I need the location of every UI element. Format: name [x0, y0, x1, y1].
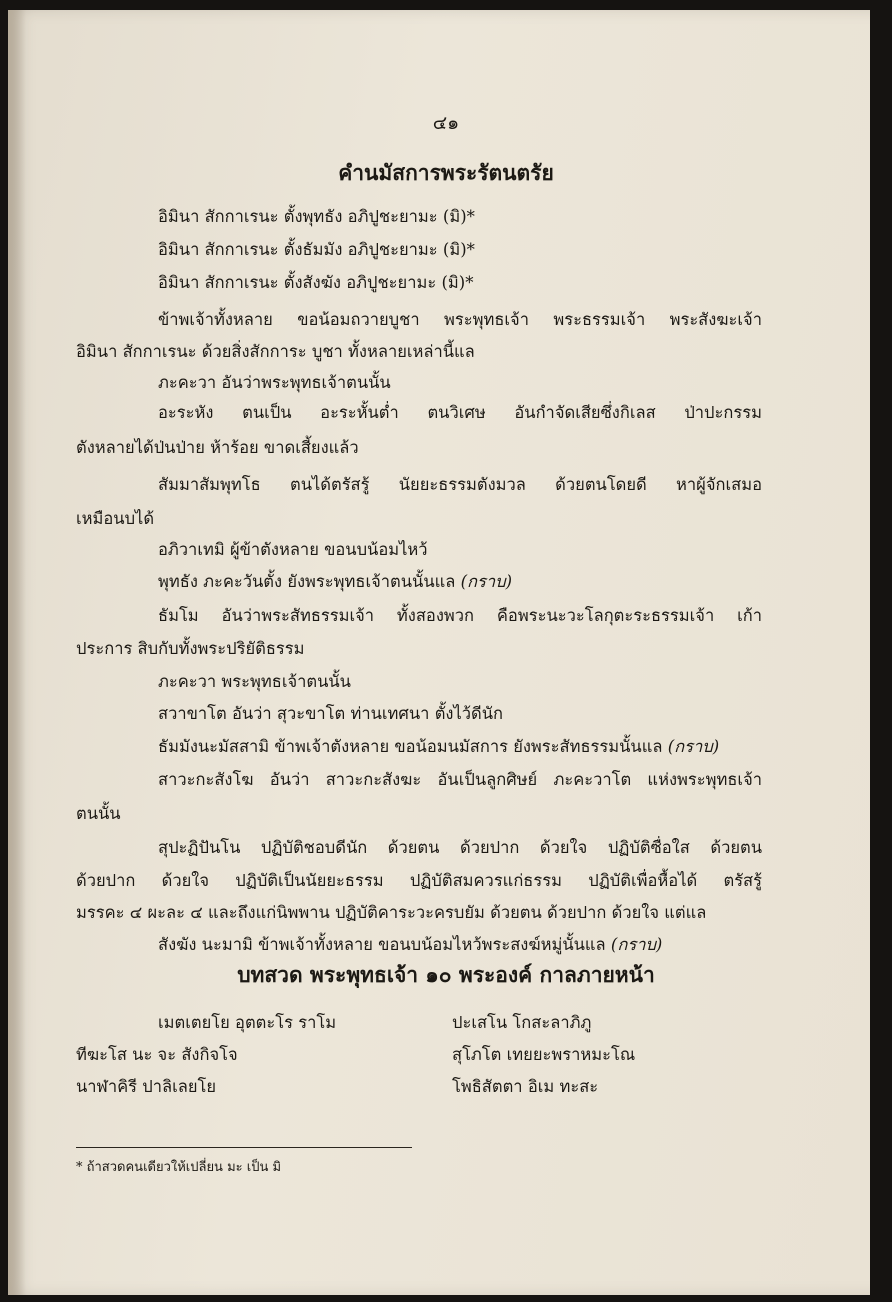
page-spine-shadow: [8, 10, 26, 1295]
heading-triple-gem-homage: คำนมัสการพระรัตนตรัย: [338, 160, 554, 185]
paragraph-5: อภิวาเทมิ ผู้ข้าตังหลาย ขอนบน้อมไหว้: [158, 540, 428, 559]
future-buddha-names-left-3: นาฬาคิรี ปาลิเลยโย: [76, 1077, 217, 1096]
paragraph-13: [158, 937, 662, 954]
future-buddha-names-left-1: เมตเตยโย อุตตะโร ราโม: [158, 1013, 337, 1032]
paragraph-2: ภะคะวา อันว่าพระพุทธเจ้าตนนั้น: [158, 373, 391, 392]
paragraph-12-line-3: มรรคะ ๔ ผะละ ๔ และถึงแก่นิพพาน ปฏิบัติคาระวะครบยัม ด้วยตน ด้วยปาก ด้วยใจ แต่แล: [76, 903, 707, 922]
future-buddha-names-right-1: ปะเสโน โกสะลาภิภู: [452, 1013, 592, 1032]
paragraph-6-bow-note: (กราบ): [460, 572, 513, 591]
footnote-divider: [76, 1147, 412, 1148]
paragraph-7-line-1: ธัมโม อันว่าพระสัทธรรมเจ้า ทั้งสองพวก คือพระนะวะโลกุตะระธรรมเจ้า เก้า: [158, 606, 762, 625]
future-buddha-names-right-3: โพธิสัตตา อิเม ทะสะ: [452, 1077, 599, 1096]
chant-line-dhamma: อิมินา สักกาเรนะ ตั้งธัมมัง อภิปูชะยามะ (มิ)*: [158, 240, 475, 259]
paragraph-1-line-1: ข้าพเจ้าทั้งหลาย ขอน้อมถวายบูชา พระพุทธเจ้า พระธรรมเจ้า พระสังฆะเจ้า: [158, 310, 762, 329]
paragraph-10-bow-note: (กราบ): [667, 737, 720, 756]
paragraph-11-line-1: สาวะกะสังโฆ อันว่า สาวะกะสังฆะ อันเป็นลูกศิษย์ ภะคะวาโต แห่งพระพุทธเจ้า: [158, 770, 762, 789]
paragraph-3-line-1: อะระหัง ตนเป็น อะระหั้นต่ำ ตนวิเศษ อันกำจัดเสียซึ่งกิเลส ป่าปะกรรม: [158, 403, 762, 422]
chant-line-sangha: อิมินา สักกาเรนะ ตั้งสังฆัง อภิปูชะยามะ (มิ)*: [158, 273, 474, 292]
paragraph-12-line-2: ด้วยปาก ด้วยใจ ปฏิบัติเป็นนัยยะธรรม ปฏิบัติสมควรแก่ธรรม ปฏิบัติเพื่อหื้อได้ ตรัสรู้: [76, 871, 762, 890]
paragraph-13-text: สังฆัง นะมามิ ข้าพเจ้าทั้งหลาย ขอนบน้อมไหว้พระสงฆ์หมู่นั้นแล: [158, 935, 606, 954]
paragraph-7-line-2: ประการ สิบกับทั้งพระปริยัติธรรม: [76, 639, 305, 658]
paragraph-10-text: ธัมมังนะมัสสามิ ข้าพเจ้าตังหลาย ขอน้อมนมัสการ ยังพระสัทธรรมนั้นแล: [158, 737, 663, 756]
paragraph-4-line-1: สัมมาสัมพุทโธ ตนได้ตรัสรู้ นัยยะธรรมตังมวล ด้วยตนโดยดี หาผู้จักเสมอ: [158, 475, 762, 494]
future-buddha-names-right-2: สุโภโต เทยยะพราหมะโณ: [452, 1045, 636, 1064]
paragraph-4-line-2: เหมือนบได้: [76, 509, 155, 528]
paragraph-13-bow-note: (กราบ): [610, 935, 663, 954]
paragraph-10: [158, 739, 719, 756]
chant-line-buddha: อิมินา สักกาเรนะ ตั้งพุทธัง อภิปูชะยามะ (มิ)*: [158, 207, 475, 226]
paragraph-1-line-2: อิมินา สักกาเรนะ ด้วยสิ่งสักการะ บูชา ทั้งหลายเหล่านี้แล: [76, 342, 475, 361]
footnote: * ถ้าสวดคนเดียวให้เปลี่ยน มะ เป็น มิ: [76, 1160, 282, 1175]
page-number: ๔๑: [432, 112, 460, 134]
paragraph-11-line-2: ตนนั้น: [76, 804, 121, 823]
future-buddha-names-left-2: ทีฆะโส นะ จะ สังกิจโจ: [76, 1045, 238, 1064]
paragraph-12-line-1: สุปะฏิปันโน ปฏิบัติชอบดีนัก ด้วยตน ด้วยปาก ด้วยใจ ปฏิบัติซื่อใส ด้วยตน: [158, 838, 762, 857]
heading-ten-future-buddhas: บทสวด พระพุทธเจ้า ๑๐ พระองค์ กาลภายหน้า: [237, 962, 655, 987]
paragraph-6: [158, 574, 512, 591]
paragraph-9: สวาขาโต อันว่า สุวะขาโต ท่านเทศนา ตั้งไว้ดีนัก: [158, 704, 504, 723]
paragraph-8: ภะคะวา พระพุทธเจ้าตนนั้น: [158, 672, 351, 691]
paragraph-3-line-2: ตังหลายได้ป่นป่าย ห้าร้อย ขาดเสี้ยงแล้ว: [76, 438, 359, 457]
paragraph-6-text: พุทธัง ภะคะวันตั้ง ยังพระพุทธเจ้าตนนั้นแล: [158, 572, 456, 591]
